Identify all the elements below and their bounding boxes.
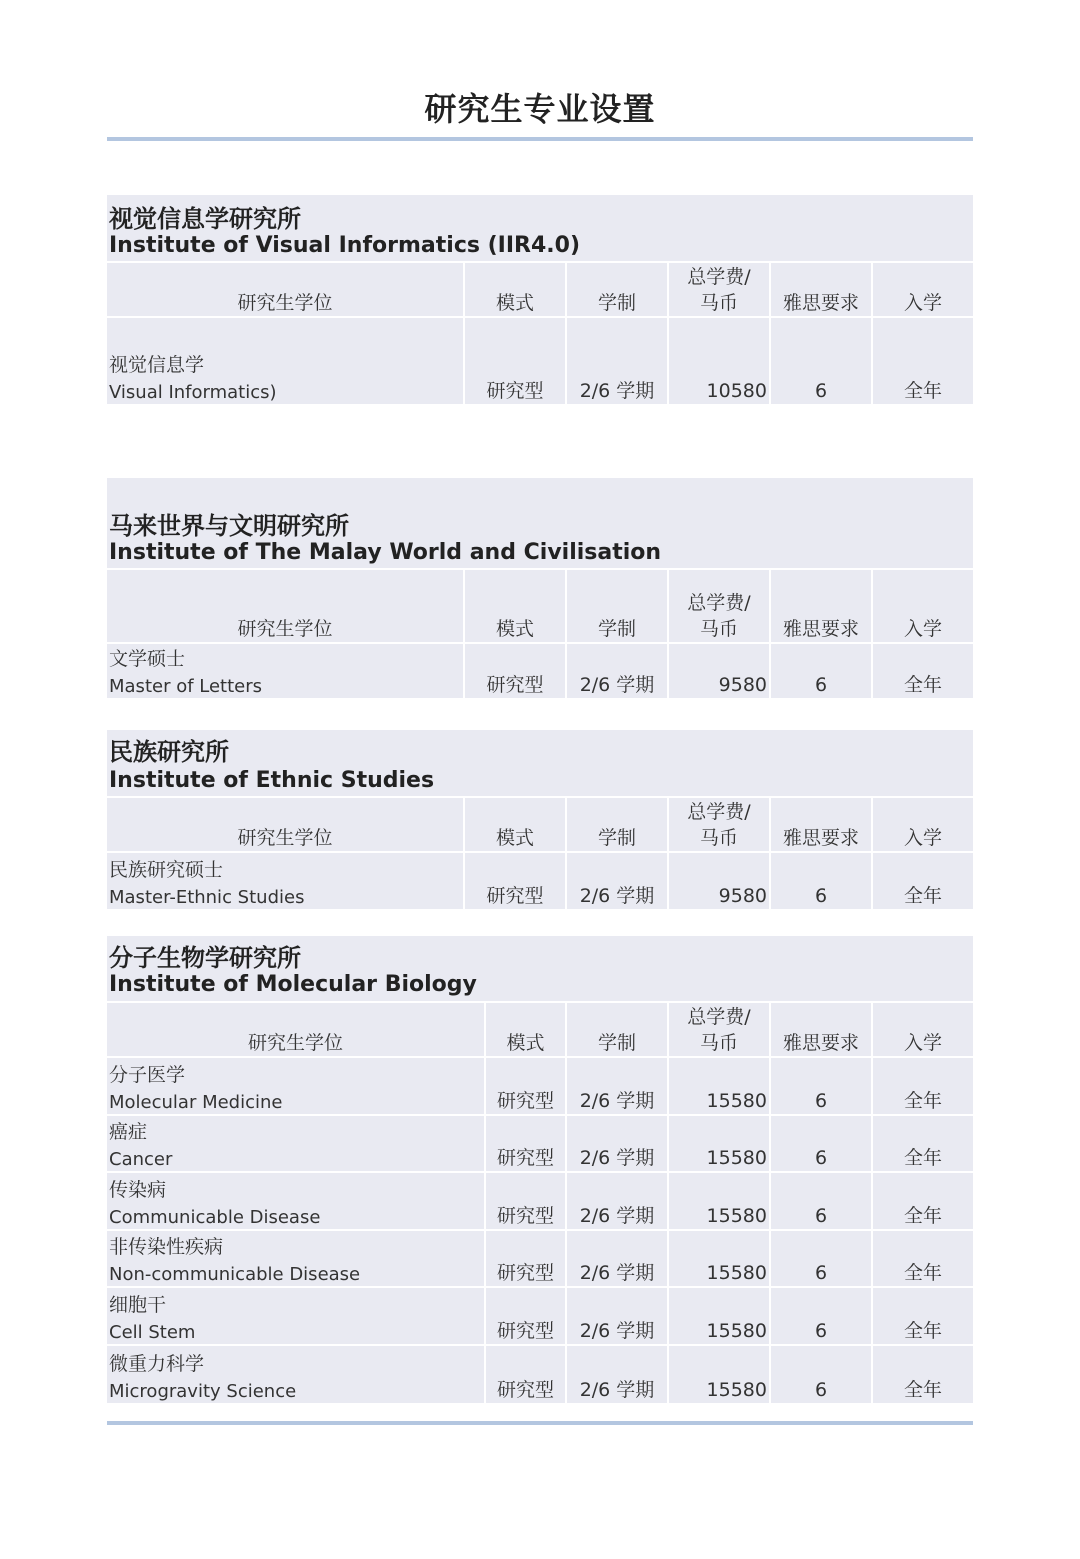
program-name-en: Master of Letters — [109, 676, 263, 697]
header-fee-line1: 总学费/ — [687, 1006, 751, 1028]
header-fee-line2: 马币 — [699, 827, 738, 849]
header-duration-label: 学制 — [597, 292, 636, 314]
cell-mode — [486, 1346, 567, 1404]
program-duration: 2/6 学期 — [579, 1319, 655, 1342]
institute-section — [107, 936, 973, 1403]
header-mode-label: 模式 — [506, 1032, 545, 1054]
header-duration — [567, 1003, 669, 1056]
institute-section — [107, 478, 973, 698]
program-mode: 研究型 — [486, 380, 544, 402]
header-duration — [567, 570, 669, 642]
header-degree — [107, 570, 465, 642]
header-fee-line2: 马币 — [699, 618, 738, 640]
cell-duration — [567, 1058, 669, 1114]
header-fee-line2: 马币 — [699, 292, 738, 314]
program-mode: 研究型 — [486, 885, 544, 907]
table-row — [107, 1173, 973, 1231]
table-header-row — [107, 1003, 973, 1058]
header-ielts-label: 雅思要求 — [782, 618, 859, 640]
institute-name-en: Institute of Visual Informatics (IIR4.0) — [109, 233, 581, 258]
program-intake: 全年 — [903, 1204, 942, 1227]
header-intake-label: 入学 — [903, 292, 942, 314]
header-mode — [465, 263, 567, 316]
header-fee-line1: 总学费/ — [687, 801, 751, 823]
header-intake — [873, 1003, 973, 1056]
program-mode: 研究型 — [496, 1089, 554, 1112]
table-header-row — [107, 570, 973, 644]
table-header-row — [107, 263, 973, 318]
cell-mode — [486, 1058, 567, 1114]
header-duration-label: 学制 — [597, 827, 636, 849]
header-ielts-label: 雅思要求 — [782, 827, 859, 849]
program-intake: 全年 — [903, 1379, 942, 1401]
program-name-en: Master-Ethnic Studies — [109, 887, 305, 908]
header-fee-label — [669, 590, 769, 642]
header-fee — [669, 1003, 771, 1056]
program-intake: 全年 — [903, 1147, 942, 1169]
cell-intake — [873, 853, 973, 909]
header-duration — [567, 263, 669, 316]
program-name-zh: 传染病 — [109, 1178, 167, 1201]
header-degree-label: 研究生学位 — [237, 618, 333, 640]
cell-fee — [669, 853, 771, 909]
program-duration: 2/6 学期 — [579, 380, 655, 402]
header-intake-label: 入学 — [903, 827, 942, 849]
program-mode: 研究型 — [496, 1319, 554, 1342]
program-name-zh: 细胞干 — [109, 1293, 167, 1316]
cell-ielts — [771, 644, 873, 698]
program-duration: 2/6 学期 — [579, 885, 655, 907]
header-duration — [567, 798, 669, 851]
program-name-zh: 民族研究硕士 — [109, 859, 224, 881]
header-fee-label — [669, 264, 769, 316]
program-intake: 全年 — [903, 1089, 942, 1112]
header-fee — [669, 798, 771, 851]
header-fee-label — [669, 799, 769, 851]
cell-ielts — [771, 318, 873, 404]
header-fee-label — [669, 1004, 769, 1056]
cell-degree — [107, 644, 465, 698]
header-degree — [107, 263, 465, 316]
header-degree-label: 研究生学位 — [247, 1032, 343, 1054]
cell-intake — [873, 1116, 973, 1172]
program-duration: 2/6 学期 — [579, 1089, 655, 1112]
header-ielts-label: 雅思要求 — [782, 292, 859, 314]
cell-fee — [669, 1288, 771, 1344]
program-duration: 2/6 学期 — [579, 674, 655, 696]
table-row — [107, 318, 973, 404]
header-mode-label: 模式 — [495, 292, 534, 314]
cell-ielts — [771, 1346, 873, 1404]
institute-section — [107, 730, 973, 909]
institute-header — [107, 730, 973, 798]
header-duration-label: 学制 — [597, 618, 636, 640]
cell-degree — [107, 1173, 486, 1229]
cell-degree — [107, 1116, 486, 1172]
header-ielts — [771, 570, 873, 642]
header-degree-label: 研究生学位 — [237, 827, 333, 849]
header-ielts — [771, 1003, 873, 1056]
institute-header — [107, 195, 973, 263]
institute-name-zh: 分子生物学研究所 — [109, 944, 301, 972]
cell-intake — [873, 1058, 973, 1114]
cell-fee — [669, 318, 771, 404]
program-name-en: Communicable Disease — [109, 1206, 321, 1228]
header-fee — [669, 263, 771, 316]
program-name-en: Cancer — [109, 1149, 173, 1170]
page-title: 研究生专业设置 — [424, 90, 656, 128]
cell-duration — [567, 1288, 669, 1344]
program-mode: 研究型 — [496, 1204, 554, 1227]
program-name-zh: 视觉信息学 — [109, 354, 205, 376]
cell-ielts — [771, 1058, 873, 1114]
program-duration: 2/6 学期 — [579, 1204, 655, 1227]
cell-ielts — [771, 1116, 873, 1172]
program-fee: 15580 — [706, 1379, 767, 1401]
cell-duration — [567, 644, 669, 698]
cell-fee — [669, 1116, 771, 1172]
program-duration: 2/6 学期 — [579, 1262, 655, 1284]
cell-intake — [873, 1288, 973, 1344]
cell-degree — [107, 1231, 486, 1287]
program-duration: 2/6 学期 — [579, 1147, 655, 1169]
header-intake — [873, 263, 973, 316]
program-ielts: 6 — [814, 1089, 828, 1112]
cell-mode — [486, 1116, 567, 1172]
header-mode-label: 模式 — [495, 827, 534, 849]
header-mode — [465, 570, 567, 642]
header-intake-label: 入学 — [903, 618, 942, 640]
program-ielts: 6 — [814, 1204, 828, 1227]
program-fee: 15580 — [706, 1204, 767, 1227]
program-fee: 15580 — [706, 1319, 767, 1342]
cell-fee — [669, 644, 771, 698]
header-mode — [486, 1003, 567, 1056]
program-duration: 2/6 学期 — [579, 1379, 655, 1401]
bottom-rule — [107, 1421, 973, 1425]
program-ielts: 6 — [814, 1379, 828, 1401]
header-ielts — [771, 798, 873, 851]
cell-mode — [465, 318, 567, 404]
table-row — [107, 644, 973, 698]
cell-mode — [465, 853, 567, 909]
institute-name-zh: 民族研究所 — [109, 738, 229, 766]
program-mode: 研究型 — [496, 1147, 554, 1169]
program-fee: 9580 — [718, 885, 767, 907]
program-ielts: 6 — [814, 674, 828, 696]
cell-ielts — [771, 1173, 873, 1229]
table-row — [107, 1288, 973, 1346]
program-name-zh: 文学硕士 — [109, 648, 186, 670]
program-ielts: 6 — [814, 1319, 828, 1342]
program-mode: 研究型 — [486, 674, 544, 696]
table-row — [107, 1346, 973, 1404]
header-mode-label: 模式 — [495, 618, 534, 640]
institute-name-en: Institute of Ethnic Studies — [109, 768, 435, 793]
cell-degree — [107, 1058, 486, 1114]
institute-name-zh: 马来世界与文明研究所 — [109, 512, 349, 540]
program-intake: 全年 — [903, 380, 942, 402]
institute-header — [107, 478, 973, 570]
institute-section — [107, 195, 973, 404]
cell-mode — [465, 644, 567, 698]
header-degree — [107, 798, 465, 851]
cell-duration — [567, 1346, 669, 1404]
header-fee-line1: 总学费/ — [687, 592, 751, 614]
program-ielts: 6 — [814, 1262, 828, 1284]
table-row — [107, 1058, 973, 1116]
cell-fee — [669, 1231, 771, 1287]
cell-degree — [107, 318, 465, 404]
header-degree — [107, 1003, 486, 1056]
header-fee-line1: 总学费/ — [687, 266, 751, 288]
program-name-zh: 癌症 — [109, 1121, 148, 1143]
cell-intake — [873, 644, 973, 698]
program-ielts: 6 — [814, 1147, 828, 1169]
cell-intake — [873, 1346, 973, 1404]
program-name-zh: 微重力科学 — [109, 1353, 205, 1375]
program-mode: 研究型 — [496, 1262, 554, 1284]
cell-mode — [486, 1231, 567, 1287]
cell-duration — [567, 1231, 669, 1287]
program-intake: 全年 — [903, 1319, 942, 1342]
program-name-en: Non-communicable Disease — [109, 1264, 361, 1285]
program-intake: 全年 — [903, 674, 942, 696]
program-mode: 研究型 — [496, 1379, 554, 1401]
cell-fee — [669, 1058, 771, 1114]
cell-degree — [107, 1288, 486, 1344]
program-fee: 10580 — [706, 380, 767, 402]
header-ielts-label: 雅思要求 — [782, 1032, 859, 1054]
table-row — [107, 1231, 973, 1289]
header-fee — [669, 570, 771, 642]
institute-header — [107, 936, 973, 1003]
header-intake — [873, 798, 973, 851]
cell-duration — [567, 1173, 669, 1229]
program-fee: 15580 — [706, 1089, 767, 1112]
header-fee-line2: 马币 — [699, 1032, 738, 1054]
cell-fee — [669, 1346, 771, 1404]
program-name-en: Molecular Medicine — [109, 1091, 283, 1113]
table-header-row — [107, 798, 973, 853]
cell-ielts — [771, 853, 873, 909]
header-duration-label: 学制 — [597, 1032, 636, 1054]
cell-degree — [107, 853, 465, 909]
header-intake-label: 入学 — [903, 1032, 942, 1054]
program-name-en: Microgravity Science — [109, 1381, 297, 1402]
program-name-en: Visual Informatics) — [109, 382, 277, 403]
header-ielts — [771, 263, 873, 316]
program-fee: 9580 — [718, 674, 767, 696]
cell-degree — [107, 1346, 486, 1404]
program-name-zh: 非传染性疾病 — [109, 1236, 224, 1258]
cell-fee — [669, 1173, 771, 1229]
program-fee: 15580 — [706, 1147, 767, 1169]
program-ielts: 6 — [814, 380, 828, 402]
cell-duration — [567, 1116, 669, 1172]
program-fee: 15580 — [706, 1262, 767, 1284]
cell-ielts — [771, 1288, 873, 1344]
program-intake: 全年 — [903, 885, 942, 907]
title-underline — [107, 137, 973, 141]
cell-intake — [873, 318, 973, 404]
header-mode — [465, 798, 567, 851]
header-degree-label: 研究生学位 — [237, 292, 333, 314]
cell-duration — [567, 853, 669, 909]
institute-name-en: Institute of The Malay World and Civilisation — [109, 540, 662, 565]
program-ielts: 6 — [814, 885, 828, 907]
program-intake: 全年 — [903, 1262, 942, 1284]
cell-ielts — [771, 1231, 873, 1287]
institute-name-en: Institute of Molecular Biology — [109, 972, 477, 997]
institute-name-zh: 视觉信息学研究所 — [109, 205, 301, 233]
cell-mode — [486, 1288, 567, 1344]
table-row — [107, 853, 973, 909]
program-name-zh: 分子医学 — [109, 1063, 186, 1086]
header-intake — [873, 570, 973, 642]
program-name-en: Cell Stem — [109, 1321, 196, 1343]
cell-intake — [873, 1173, 973, 1229]
cell-intake — [873, 1231, 973, 1287]
table-row — [107, 1116, 973, 1174]
cell-mode — [486, 1173, 567, 1229]
cell-duration — [567, 318, 669, 404]
